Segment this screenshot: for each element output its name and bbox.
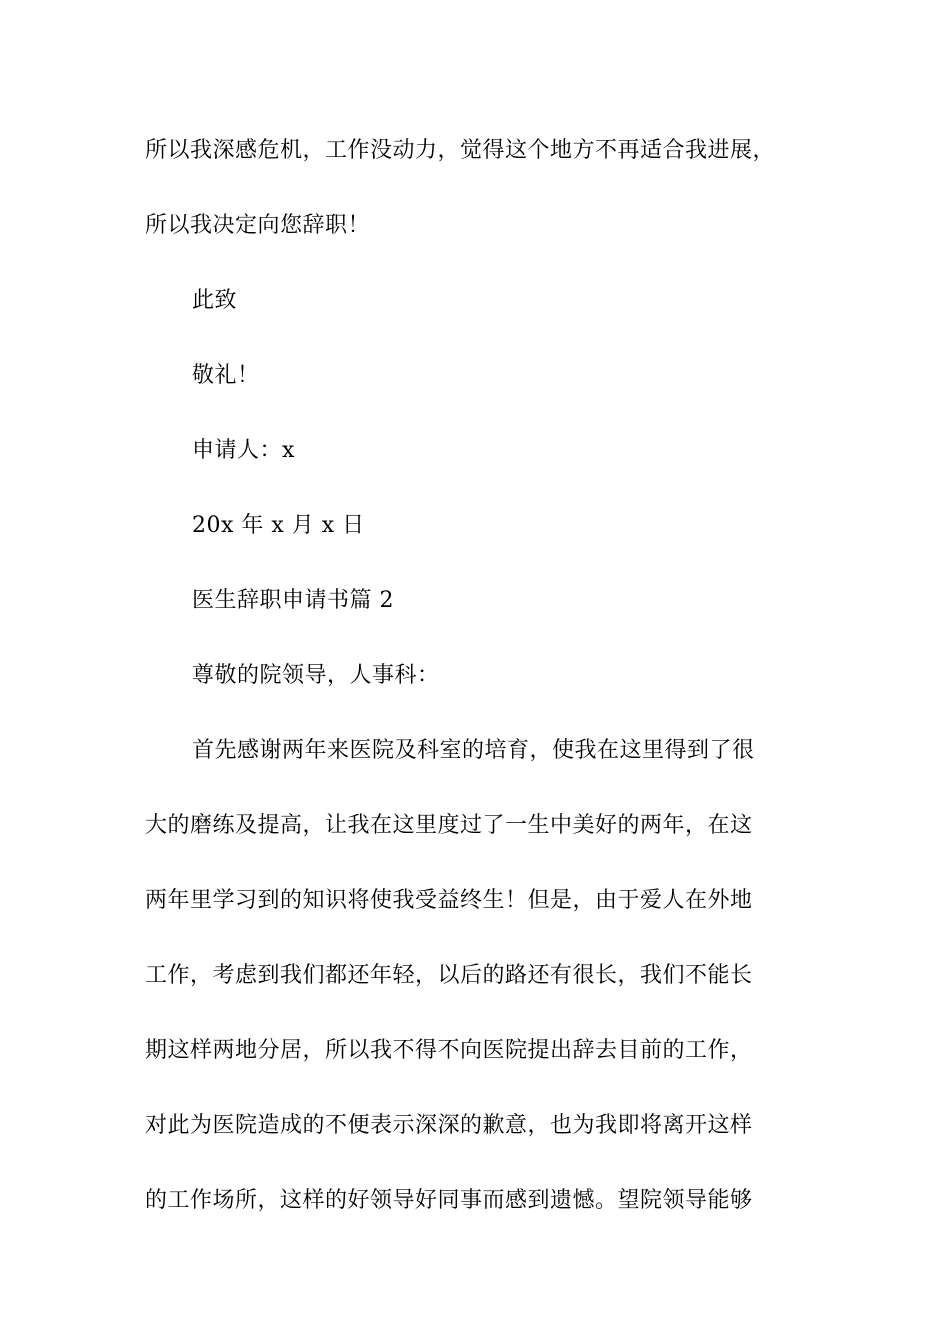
paragraph-line: 所以我决定向您辞职！ xyxy=(145,213,371,238)
closing-regards: 敬礼！ xyxy=(192,363,260,388)
paragraph-line: 两年里学习到的知识将使我受益终生！但是，由于爱人在外地 xyxy=(145,888,753,913)
paragraph-line: 所以我深感危机，工作没动力，觉得这个地方不再适合我进展， xyxy=(145,138,776,163)
paragraph-line: 首先感谢两年来医院及科室的培育，使我在这里得到了很 xyxy=(192,738,755,763)
applicant-signature: 申请人：x xyxy=(192,438,295,463)
letter-date: 20x 年 x 月 x 日 xyxy=(192,513,365,538)
closing-salutation: 此致 xyxy=(192,288,238,313)
paragraph-line: 工作，考虑到我们都还年轻，以后的路还有很长，我们不能长 xyxy=(145,963,753,988)
paragraph-line: 对此为医院造成的不便表示深深的歉意，也为我即将离开这样 xyxy=(145,1113,753,1138)
paragraph-line: 期这样两地分居，所以我不得不向医院提出辞去目前的工作， xyxy=(145,1038,753,1063)
paragraph-line: 的工作场所，这样的好领导好同事而感到遗憾。望院领导能够 xyxy=(145,1188,753,1213)
letter-greeting: 尊敬的院领导，人事科： xyxy=(192,663,440,688)
paragraph-line: 大的磨练及提高，让我在这里度过了一生中美好的两年，在这 xyxy=(145,813,753,838)
section-heading: 医生辞职申请书篇 2 xyxy=(192,588,394,613)
